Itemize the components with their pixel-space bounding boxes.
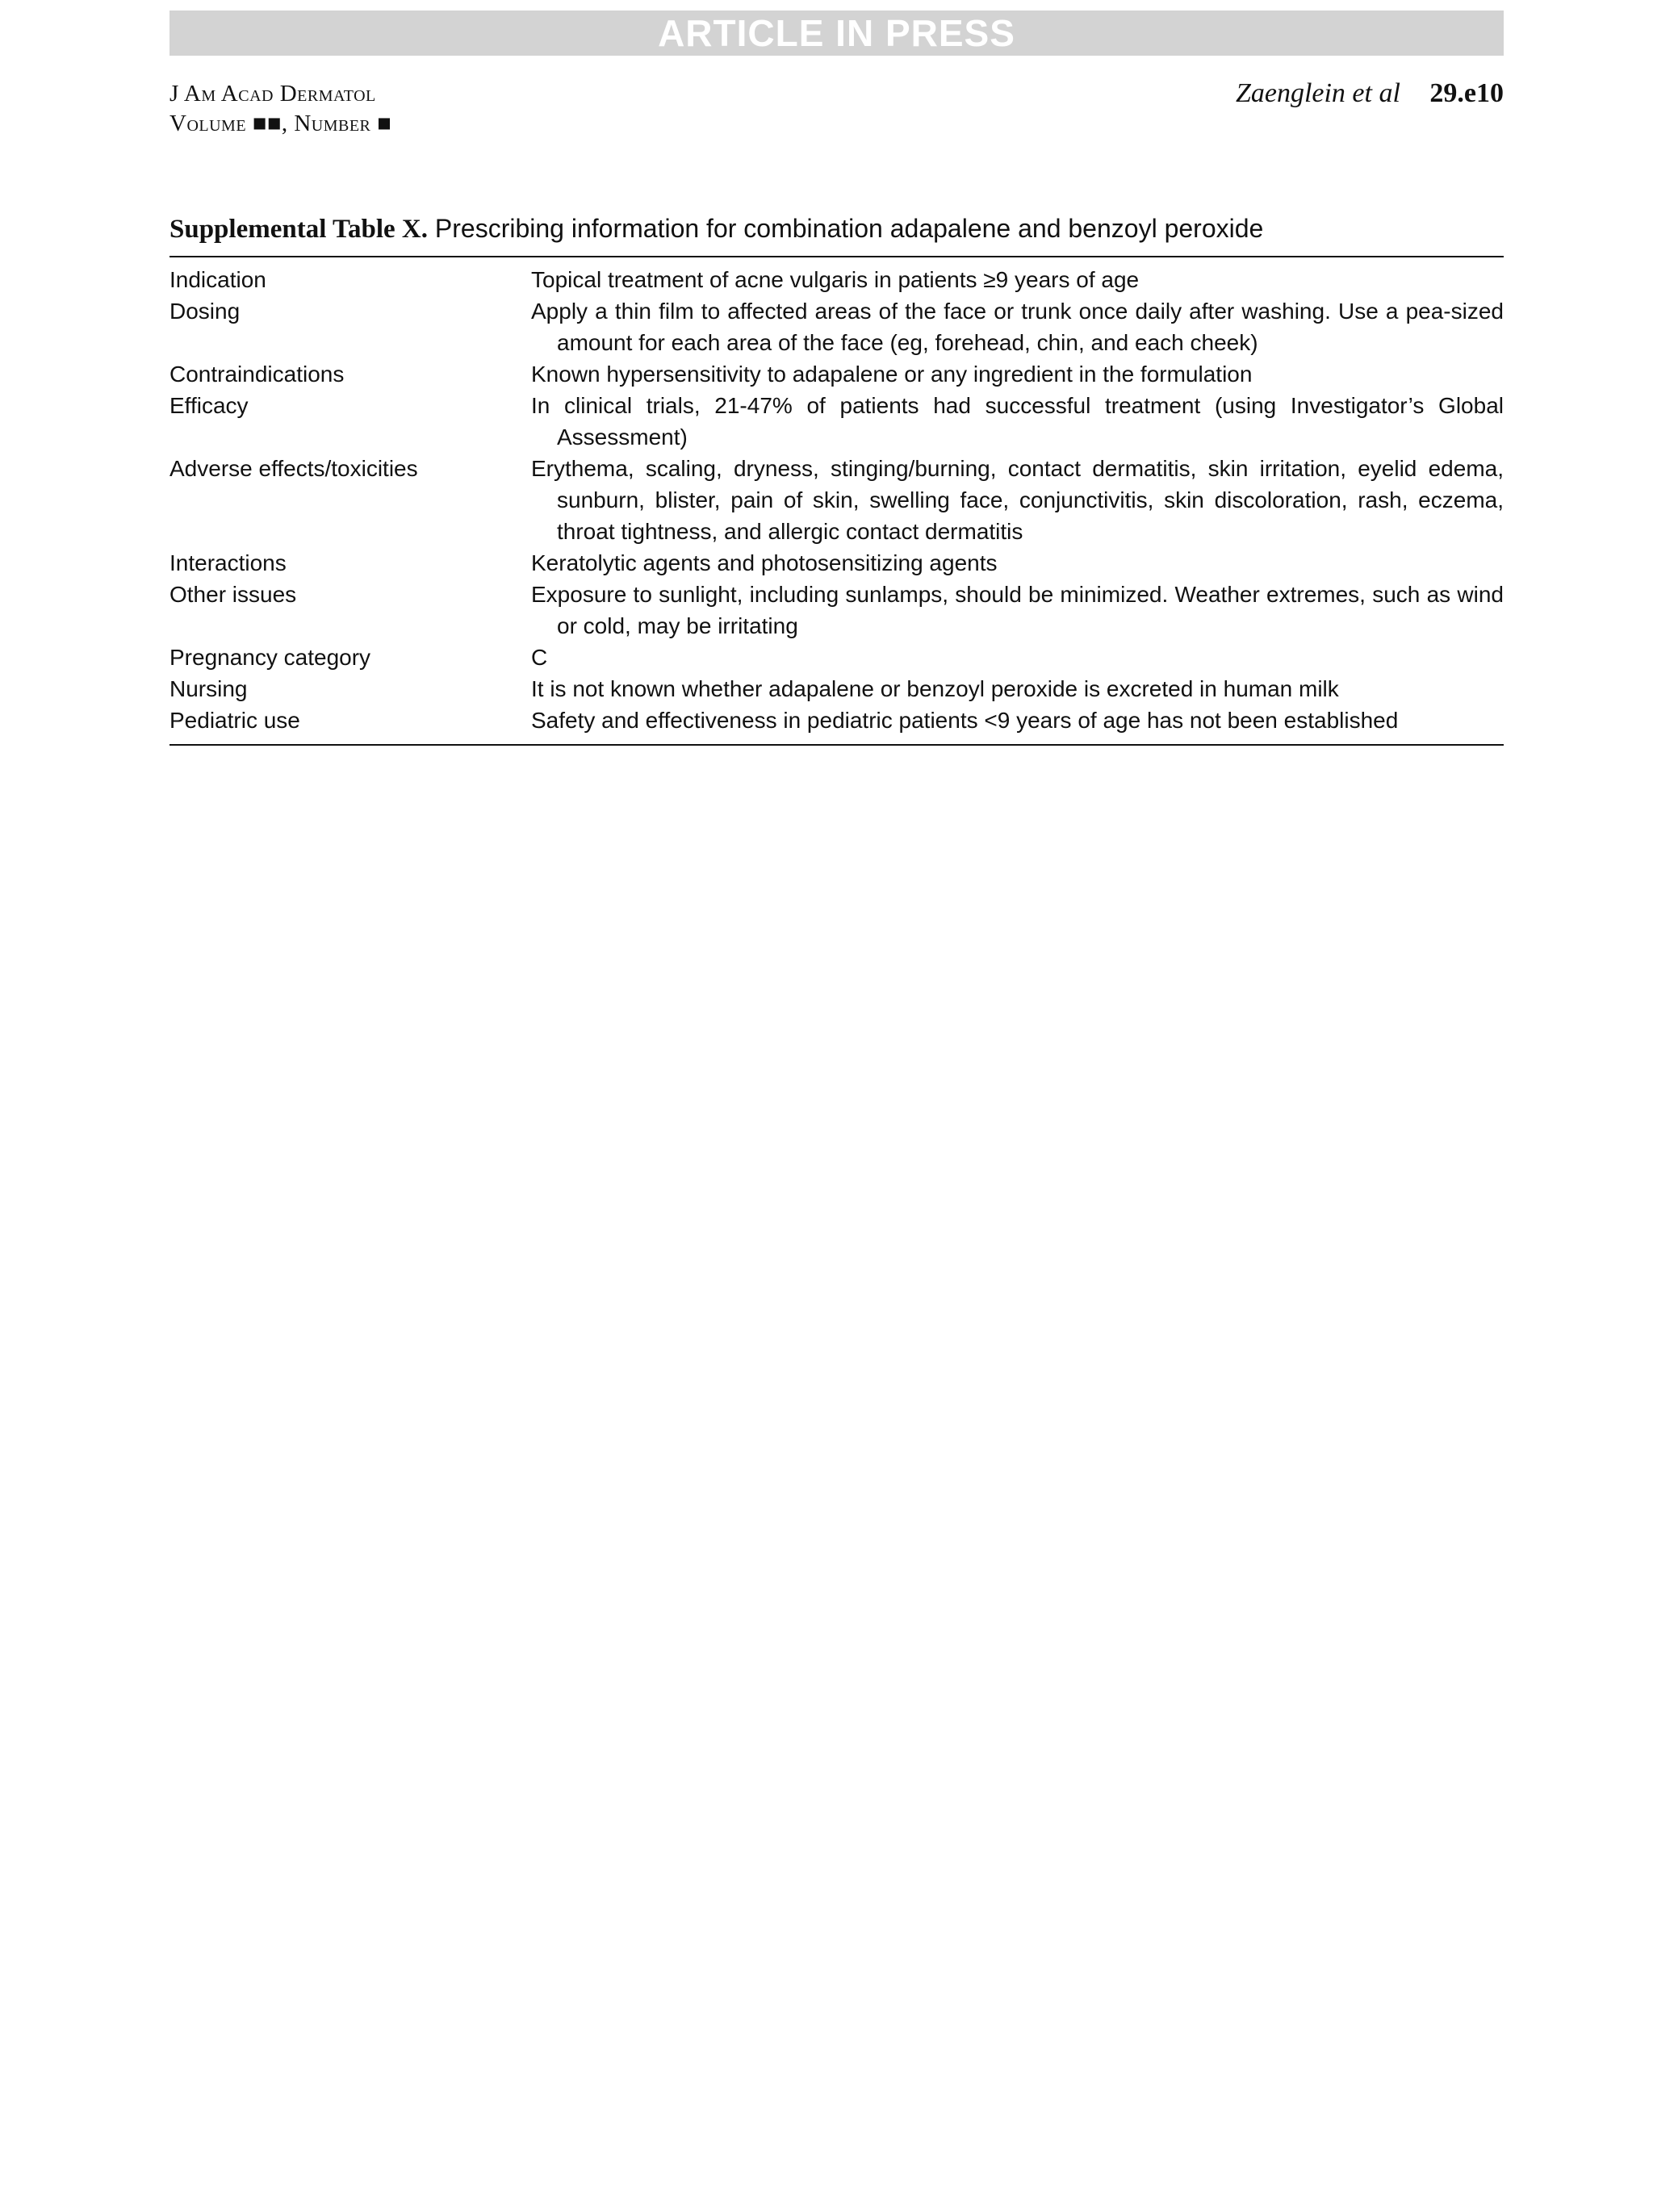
row-value: C	[531, 645, 548, 670]
row-value: Safety and effectiveness in pediatric patients <9 years of age has not been established	[531, 708, 1399, 733]
row-label: Pediatric use	[169, 708, 300, 733]
table-row	[169, 453, 1504, 547]
article-in-press-banner: ARTICLE IN PRESS	[169, 10, 1504, 56]
row-label: Indication	[169, 267, 266, 292]
table-caption-label: Supplemental Table X.	[169, 215, 429, 244]
row-label: Pregnancy category	[169, 645, 371, 670]
row-value: Keratolytic agents and photosensitizing agents	[531, 550, 998, 575]
row-value: Topical treatment of acne vulgaris in patients ≥9 years of age	[531, 267, 1140, 292]
running-head-authors: Zaenglein et al	[1235, 78, 1400, 108]
running-head	[1236, 77, 1504, 110]
prescribing-info-table	[169, 264, 1504, 746]
table-row	[169, 673, 1504, 705]
table-row	[169, 390, 1504, 453]
row-value: It is not known whether adapalene or benzoyl peroxide is excreted in human milk	[531, 676, 1339, 701]
row-value: Erythema, scaling, dryness, stinging/burning, contact dermatitis, skin irritation, eyelid edema, sunburn, blister, pain of skin, swelling face, conjunctivitis, skin discoloration, rash, eczema, throat tightness, and allergic contact dermatitis	[531, 456, 1504, 544]
journal-name: J Am Acad Dermatol	[169, 81, 376, 107]
table-caption	[169, 208, 1504, 257]
row-value: Known hypersensitivity to adapalene or any ingredient in the formulation	[531, 362, 1253, 387]
table-row	[169, 705, 1504, 745]
journal-volume: Volume ■■, Number ■	[169, 111, 392, 136]
row-value: In clinical trials, 21-47% of patients had successful treatment (using Investigator’s Global Assessment)	[531, 393, 1504, 450]
table-row	[169, 642, 1504, 673]
row-label: Dosing	[169, 299, 241, 324]
table-caption-text: Prescribing information for combination adapalene and benzoyl peroxide	[434, 214, 1264, 243]
page-number: 29.e10	[1429, 78, 1504, 108]
table-row	[169, 264, 1504, 295]
journal-header	[169, 79, 391, 139]
row-value: Exposure to sunlight, including sunlamps, should be minimized. Weather extremes, such as wind or cold, may be irritating	[531, 582, 1504, 638]
row-label: Contraindications	[169, 362, 345, 387]
row-label: Adverse effects/toxicities	[169, 456, 418, 481]
supplemental-table	[169, 208, 1504, 746]
table-row	[169, 358, 1504, 390]
row-label: Efficacy	[169, 393, 249, 418]
table-row	[169, 579, 1504, 642]
row-value: Apply a thin film to affected areas of the face or trunk once daily after washing. Use a pea-sized amount for each area of the face (eg, forehead, chin, and each cheek)	[531, 299, 1504, 355]
row-label: Nursing	[169, 676, 248, 701]
row-label: Other issues	[169, 582, 297, 607]
row-label: Interactions	[169, 550, 287, 575]
table-row	[169, 295, 1504, 358]
table-row	[169, 547, 1504, 579]
